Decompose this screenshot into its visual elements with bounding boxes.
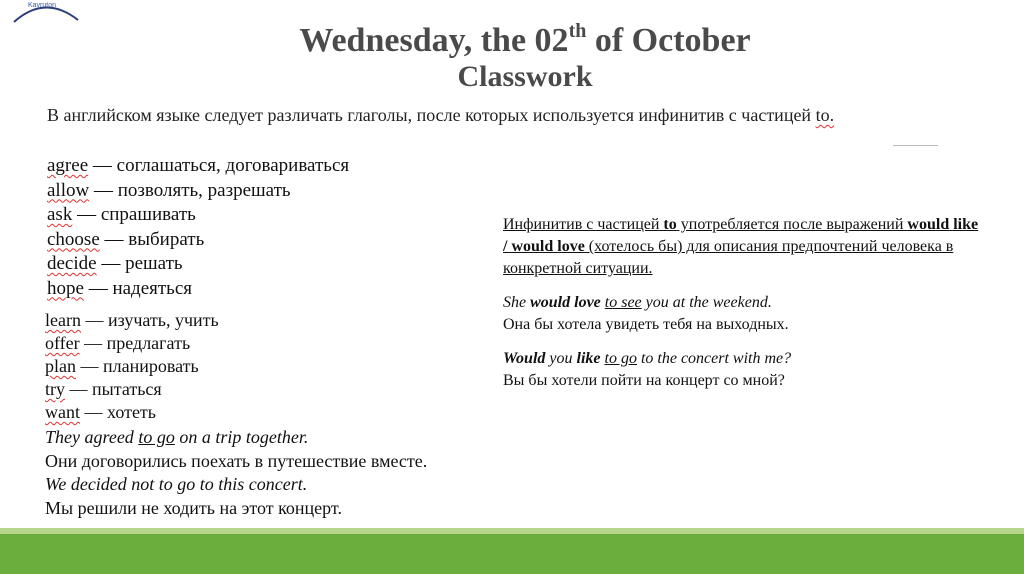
- list-item: choose — выбирать: [47, 228, 205, 250]
- verb-list-1: [47, 154, 349, 301]
- logo-text: Kavruton: [28, 2, 57, 9]
- example-translation: Она бы хотела увидеть тебя на выходных.: [503, 316, 789, 333]
- divider: [893, 145, 938, 146]
- logo: [0, 0, 90, 24]
- example-sentence: They agreed to go on a trip together.: [45, 427, 309, 447]
- rule-text: Инфинитив с частицей to употребляется после выражений would like / would love (хотелось бы) для описания предпочтений человека в конкретной ситуации.: [503, 216, 979, 277]
- example-translation: Они договорились поехать в путешествие вместе.: [45, 450, 428, 471]
- example-translation: Мы решили не ходить на этот концерт.: [45, 497, 342, 518]
- list-item: want — хотеть: [45, 402, 157, 422]
- rule-example-2: Would you like to go to the concert with me? Вы бы хотели пойти на концерт со мной?: [503, 348, 983, 392]
- intro-paragraph: В английском языке следует различать глаголы, после которых используется инфинитив с частицей to.: [47, 105, 835, 125]
- list-item: allow — позволять, разрешать: [47, 179, 291, 201]
- page-subtitle: Classwork: [457, 60, 593, 93]
- list-item: decide — решать: [47, 253, 183, 274]
- example-sentence: We decided not to go to this concert.: [45, 474, 308, 494]
- verb-list-2: [45, 309, 219, 424]
- rule-box: [503, 214, 983, 392]
- page-title: Wednesday, the 02th of October: [299, 20, 751, 59]
- list-item: offer — предлагать: [45, 333, 191, 353]
- list-item: plan — планировать: [45, 356, 199, 376]
- example-translation: Вы бы хотели пойти на концерт со мной?: [503, 372, 785, 389]
- list-item: ask — спрашивать: [47, 204, 196, 225]
- list-item: hope — надеяться: [47, 277, 193, 299]
- examples-block: [45, 426, 427, 520]
- list-item: agree — соглашаться, договариваться: [47, 155, 350, 176]
- list-item: learn — изучать, учить: [45, 310, 219, 330]
- rule-example-1: She would love to see you at the weekend. Она бы хотела увидеть тебя на выходных.: [503, 292, 983, 336]
- footer-band: [0, 534, 1024, 574]
- list-item: try — пытаться: [45, 379, 162, 399]
